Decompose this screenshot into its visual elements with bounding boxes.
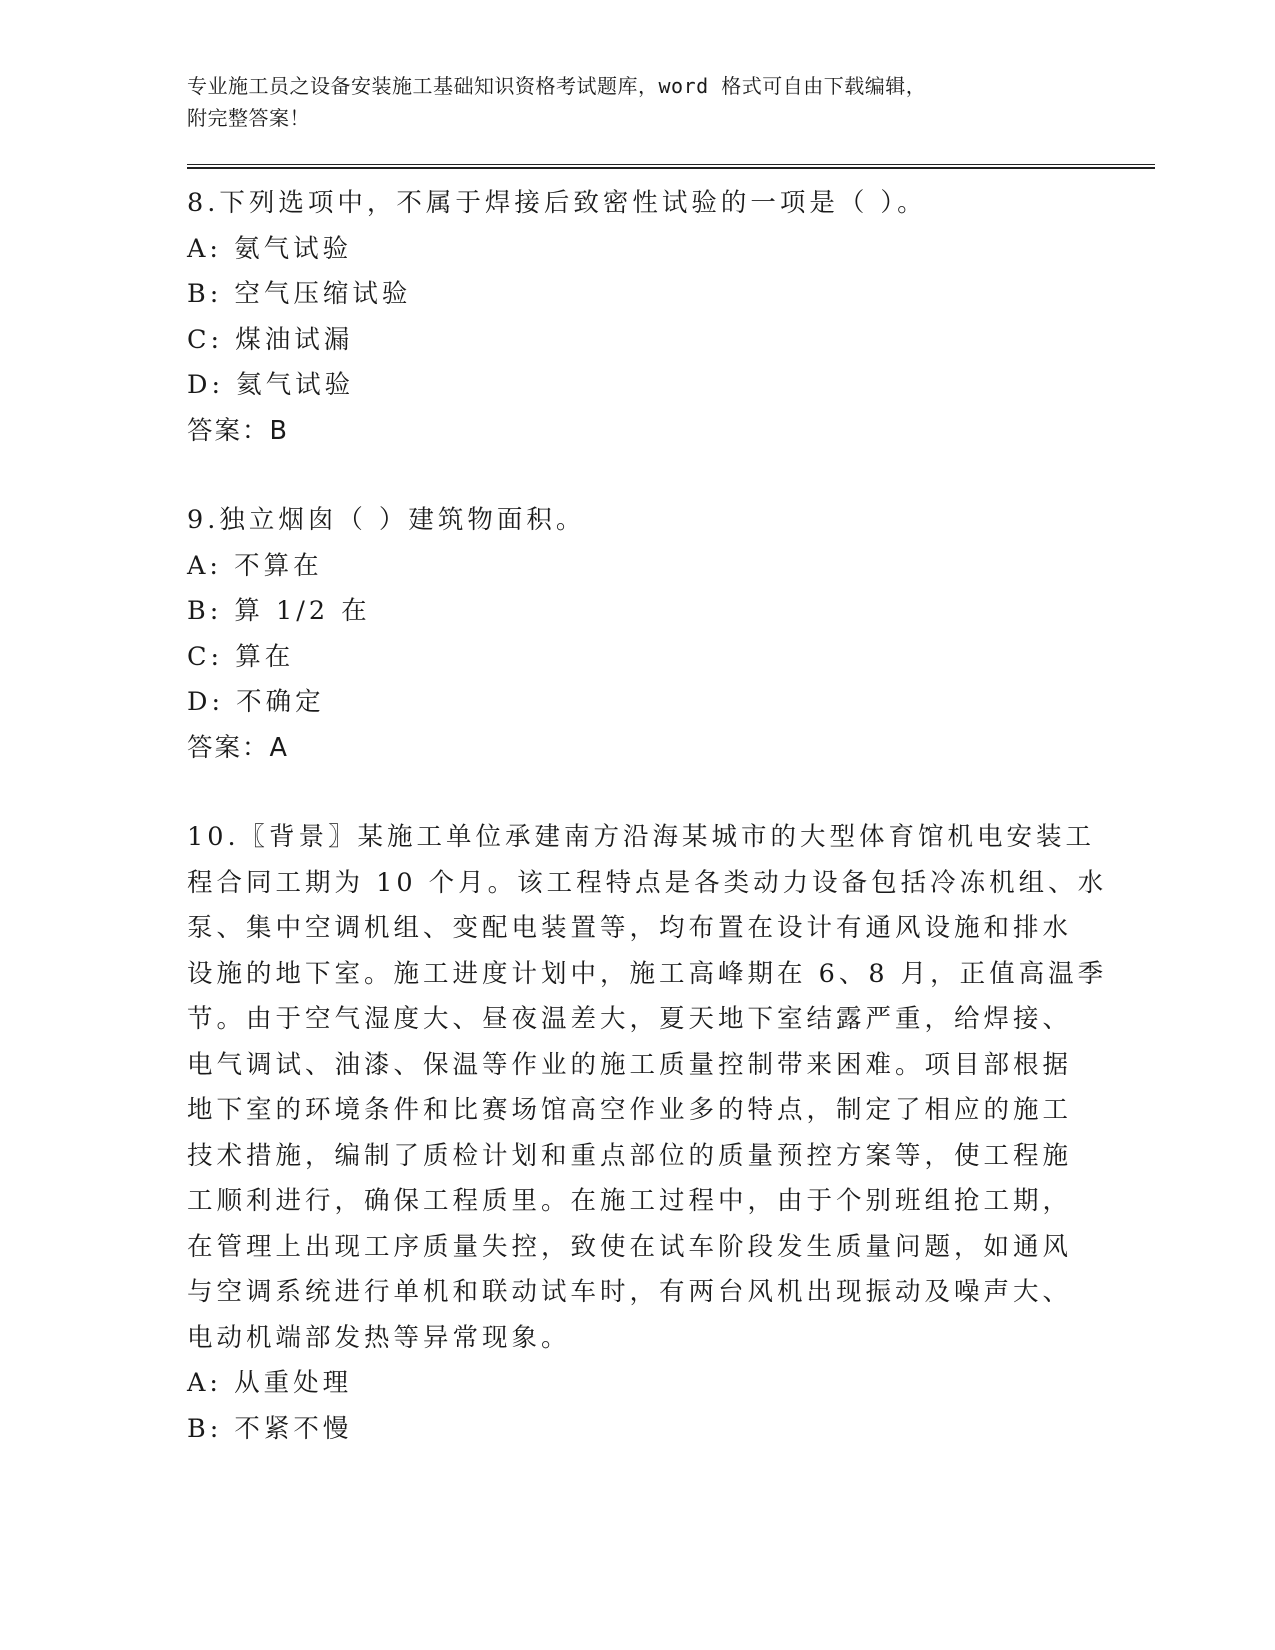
option-c: C: 算在: [187, 641, 295, 672]
question-stem: 9.独立烟囱（ ）建筑物面积。: [187, 505, 586, 535]
question-stem-line: 泵、集中空调机组、变配电装置等，均布置在设计有通风设施和排水: [187, 913, 1073, 943]
option-b: B: 算 1/2 在: [187, 596, 371, 626]
question-stem-line: 与空调系统进行单机和联动试车时，有两台风机出现振动及噪声大、: [187, 1277, 1073, 1307]
doc-header-line-1: 专业施工员之设备安装施工基础知识资格考试题库，word 格式可自由下载编辑，: [187, 74, 927, 98]
option-a: A: 从重处理: [187, 1368, 353, 1398]
question-stem-line: 程合同工期为 10 个月。该工程特点是各类动力设备包括冷冻机组、水: [187, 867, 1108, 898]
question-stem-line: 在管理上出现工序质量失控，致使在试车阶段发生质量问题，如通风: [187, 1231, 1073, 1262]
option-d: D: 氦气试验: [187, 370, 355, 400]
question-stem-line: 10.〖背景〗某施工单位承建南方沿海某城市的大型体育馆机电安装工: [187, 822, 1096, 852]
question-10: [187, 815, 1157, 1452]
question-8: [187, 181, 1157, 454]
spacer: [187, 454, 1157, 498]
question-stem: 8.下列选项中，不属于焊接后致密性试验的一项是（ ）。: [187, 188, 927, 218]
answer-label: 答案：A: [187, 732, 289, 763]
option-b: B: 不紧不慢: [187, 1413, 353, 1444]
question-stem-line: 节。由于空气湿度大、昼夜温差大，夏天地下室结露严重，给焊接、: [187, 1004, 1073, 1034]
option-d: D: 不确定: [187, 687, 325, 717]
question-stem-line: 地下室的环境条件和比赛场馆高空作业多的特点，制定了相应的施工: [187, 1095, 1073, 1125]
document-page: [187, 70, 1157, 1452]
option-a: A: 氨气试验: [187, 233, 353, 264]
spacer: [187, 771, 1157, 815]
option-a: A: 不算在: [187, 550, 323, 581]
question-stem-line: 电气调试、油漆、保温等作业的施工质量控制带来困难。项目部根据: [187, 1049, 1073, 1080]
answer-label: 答案：B: [187, 415, 289, 446]
header-divider: [187, 164, 1155, 169]
question-stem-line: 设施的地下室。施工进度计划中，施工高峰期在 6、8 月，正值高温季: [187, 958, 1108, 989]
option-c: C: 煤油试漏: [187, 324, 354, 355]
question-stem-line: 电动机端部发热等异常现象。: [187, 1322, 571, 1353]
question-9: [187, 498, 1157, 771]
option-b: B: 空气压缩试验: [187, 279, 412, 309]
question-stem-line: 工顺利进行，确保工程质里。在施工过程中，由于个别班组抢工期，: [187, 1186, 1073, 1216]
doc-header-line-2: 附完整答案！: [187, 106, 310, 130]
question-list: [187, 181, 1157, 1452]
question-stem-line: 技术措施，编制了质检计划和重点部位的质量预控方案等，使工程施: [187, 1140, 1073, 1171]
